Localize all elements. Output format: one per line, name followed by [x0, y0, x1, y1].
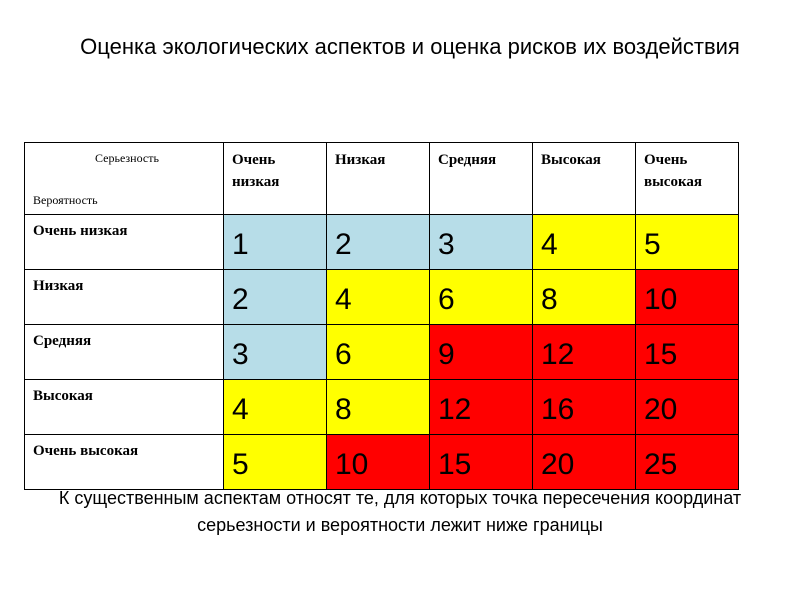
corner-cell — [25, 143, 224, 215]
risk-cell: 3 — [224, 325, 327, 380]
risk-cell: 3 — [430, 215, 533, 270]
table-row — [25, 215, 739, 270]
severity-axis-label: Серьезность — [95, 151, 159, 165]
risk-cell: 20 — [636, 380, 739, 435]
row-header: Высокая — [25, 380, 224, 435]
row-header: Очень высокая — [25, 435, 224, 490]
table-row — [25, 380, 739, 435]
probability-axis-label: Вероятность — [33, 193, 98, 207]
risk-cell: 5 — [224, 435, 327, 490]
table-row — [25, 325, 739, 380]
risk-cell: 6 — [327, 325, 430, 380]
risk-cell: 12 — [533, 325, 636, 380]
column-header: Низкая — [327, 143, 430, 215]
column-header: Очень низкая — [224, 143, 327, 215]
risk-cell: 20 — [533, 435, 636, 490]
risk-cell: 4 — [224, 380, 327, 435]
risk-cell: 15 — [636, 325, 739, 380]
page-title: Оценка экологических аспектов и оценка рисков их воздействия — [80, 34, 740, 59]
risk-cell: 12 — [430, 380, 533, 435]
column-header: Высокая — [533, 143, 636, 215]
risk-cell: 6 — [430, 270, 533, 325]
risk-cell: 2 — [224, 270, 327, 325]
column-header: Средняя — [430, 143, 533, 215]
risk-cell: 10 — [327, 435, 430, 490]
risk-cell: 4 — [533, 215, 636, 270]
table-row — [25, 270, 739, 325]
risk-cell: 10 — [636, 270, 739, 325]
risk-matrix — [24, 142, 739, 490]
row-header: Очень низкая — [25, 215, 224, 270]
footnote-text: К существенным аспектам относят те, для которых точка пересечения координат серьезности и вероятности лежит ниже границы — [58, 488, 742, 535]
risk-cell: 1 — [224, 215, 327, 270]
risk-cell: 4 — [327, 270, 430, 325]
risk-cell: 5 — [636, 215, 739, 270]
risk-cell: 9 — [430, 325, 533, 380]
table-row — [25, 435, 739, 490]
row-header: Средняя — [25, 325, 224, 380]
risk-cell: 25 — [636, 435, 739, 490]
risk-cell: 16 — [533, 380, 636, 435]
header-row — [25, 143, 739, 215]
risk-cell: 8 — [533, 270, 636, 325]
column-header: Очень высокая — [636, 143, 739, 215]
risk-cell: 2 — [327, 215, 430, 270]
risk-cell: 8 — [327, 380, 430, 435]
risk-cell: 15 — [430, 435, 533, 490]
row-header: Низкая — [25, 270, 224, 325]
